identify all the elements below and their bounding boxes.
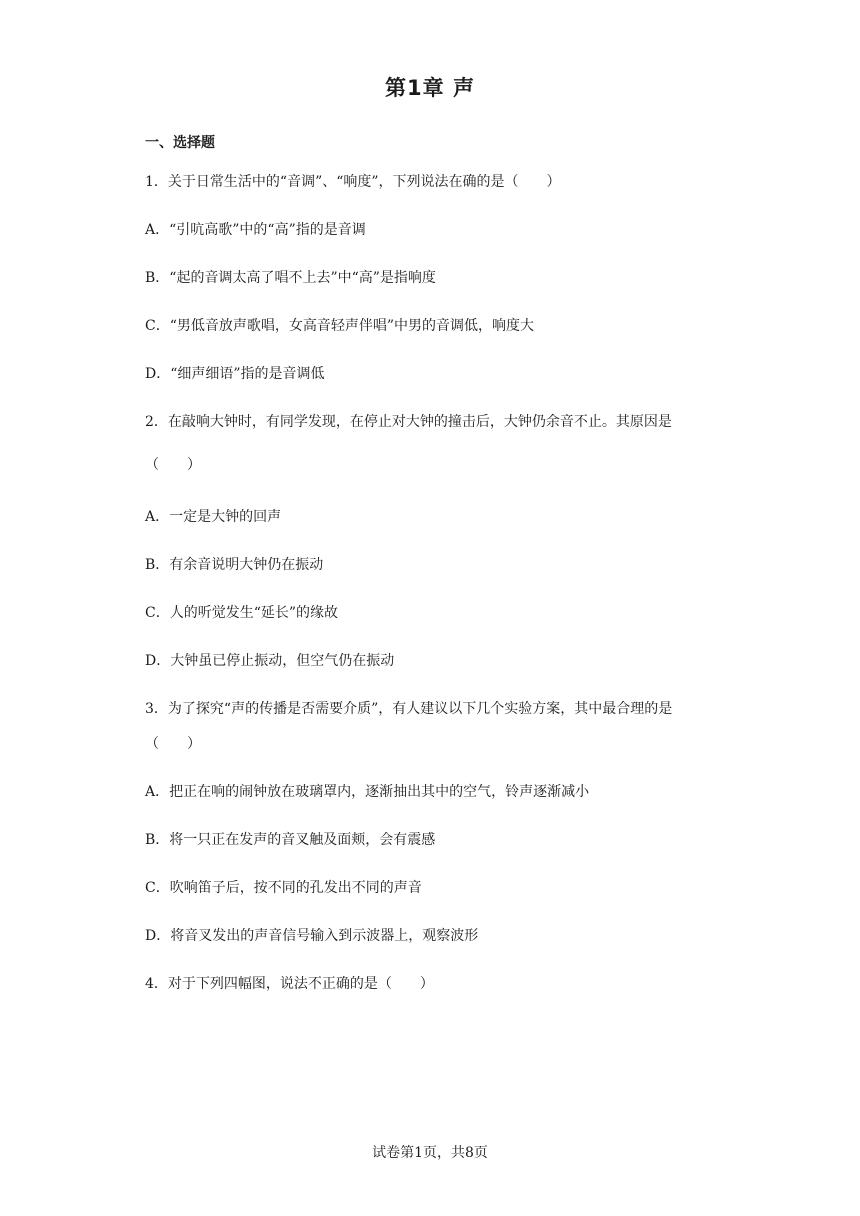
section-heading: 一、选择题 xyxy=(145,135,215,151)
question-2-option-a: A．一定是大钟的回声 xyxy=(145,509,282,525)
question-4-stem: 4．对于下列四幅图，说法不正确的是（ ） xyxy=(145,976,434,992)
question-2-stem: 2．在敲响大钟时，有同学发现，在停止对大钟的撞击后，大钟仍余音不止。其原因是 xyxy=(145,414,672,430)
question-1-stem: 1．关于日常生活中的“音调”、“响度”，下列说法在确的是（ ） xyxy=(145,174,561,190)
question-3-option-d: D．将音叉发出的声音信号输入到示波器上，观察波形 xyxy=(145,928,479,944)
question-2-option-b: B．有余音说明大钟仍在振动 xyxy=(145,557,324,573)
question-1-option-b: B．“起的音调太高了唱不上去”中“高”是指响度 xyxy=(145,270,436,286)
question-2-option-c: C．人的听觉发生“延长”的缘故 xyxy=(145,605,339,621)
question-3-option-b: B．将一只正在发声的音叉触及面颊，会有震感 xyxy=(145,832,436,848)
question-2-option-d: D．大钟虽已停止振动，但空气仍在振动 xyxy=(145,653,395,669)
question-3-stem: 3．为了探究“声的传播是否需要介质”，有人建议以下几个实验方案，其中最合理的是 xyxy=(145,701,673,717)
question-3-option-a: A．把正在响的闹钟放在玻璃罩内，逐渐抽出其中的空气，铃声逐渐减小 xyxy=(145,784,590,800)
question-2-stem-bracket: （ ） xyxy=(145,457,201,473)
question-1-option-a: A．“引吭高歌”中的“高”指的是音调 xyxy=(145,222,366,238)
page-footer: 试卷第1页，共8页 xyxy=(372,1145,488,1161)
question-1-option-c: C．“男低音放声歌唱，女高音轻声伴唱”中男的音调低，响度大 xyxy=(145,318,535,334)
question-3-option-c: C．吹响笛子后，按不同的孔发出不同的声音 xyxy=(145,880,422,896)
page-title: 第1章 声 xyxy=(385,76,475,100)
question-3-stem-bracket: （ ） xyxy=(145,736,201,752)
question-1-option-d: D．“细声细语”指的是音调低 xyxy=(145,366,325,382)
